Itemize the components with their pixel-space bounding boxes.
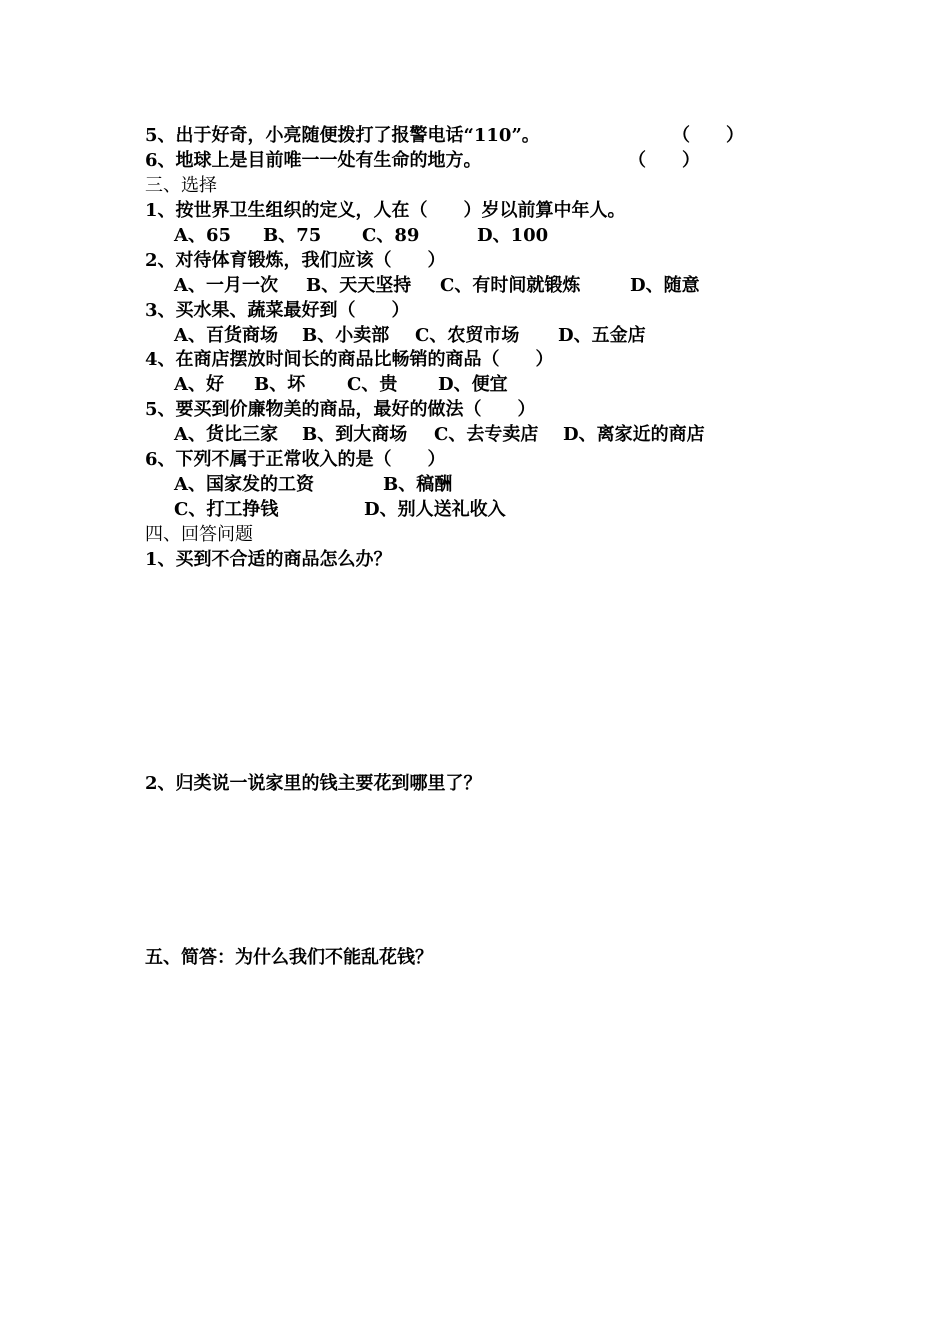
choice-q2-opt-d: D、随意 bbox=[630, 275, 700, 296]
choice-q6-opt-c: C、打工挣钱 bbox=[174, 499, 279, 520]
choice-q5-opt-b: B、到大商场 bbox=[302, 424, 408, 445]
choice-q1-opt-a: A、65 bbox=[174, 225, 232, 246]
choice-q3-opt-a: A、百货商场 bbox=[174, 325, 278, 346]
choice-q5-opt-d: D、离家近的商店 bbox=[563, 424, 705, 445]
choice-q4-opt-b: B、坏 bbox=[254, 374, 306, 395]
choice-q1-opt-c: C、89 bbox=[362, 225, 420, 246]
choice-q6-opt-a: A、国家发的工资 bbox=[174, 474, 314, 495]
choice-q3-opt-b: B、小卖部 bbox=[302, 325, 390, 346]
section-short-title: 五、简答：为什么我们不能乱花钱？ bbox=[145, 947, 433, 968]
choice-q4-opt-d: D、便宜 bbox=[438, 374, 508, 395]
judge-q6-paren: （ ） bbox=[628, 150, 700, 171]
judge-q6: 6、地球上是目前唯一一处有生命的地方。 bbox=[145, 150, 482, 171]
choice-q6-opt-d: D、别人送礼收入 bbox=[364, 499, 506, 520]
choice-q4: 4、在商店摆放时间长的商品比畅销的商品（ ） bbox=[145, 349, 554, 370]
choice-q5: 5、要买到价廉物美的商品，最好的做法（ ） bbox=[145, 399, 536, 420]
choice-q4-opt-c: C、贵 bbox=[347, 374, 398, 395]
section-choice-title: 三、选择 bbox=[145, 175, 217, 196]
choice-q1-opt-b: B、75 bbox=[263, 225, 322, 246]
choice-q2: 2、对待体育锻炼，我们应该（ ） bbox=[145, 250, 446, 271]
answer-q2: 2、归类说一说家里的钱主要花到哪里了？ bbox=[145, 773, 482, 794]
choice-q3-opt-c: C、农贸市场 bbox=[415, 325, 520, 346]
choice-q1: 1、按世界卫生组织的定义，人在（ ）岁以前算中年人。 bbox=[145, 200, 626, 221]
choice-q2-opt-b: B、天天坚持 bbox=[306, 275, 412, 296]
choice-q5-opt-c: C、去专卖店 bbox=[434, 424, 539, 445]
judge-q5: 5、出于好奇，小亮随便拨打了报警电话“110”。 bbox=[145, 125, 540, 146]
section-answer-title: 四、回答问题 bbox=[145, 524, 253, 545]
choice-q2-opt-c: C、有时间就锻炼 bbox=[440, 275, 581, 296]
judge-q5-paren: （ ） bbox=[672, 125, 744, 146]
answer-q1: 1、买到不合适的商品怎么办？ bbox=[145, 549, 392, 570]
choice-q4-opt-a: A、好 bbox=[174, 374, 224, 395]
choice-q3: 3、买水果、蔬菜最好到（ ） bbox=[145, 300, 410, 321]
choice-q3-opt-d: D、五金店 bbox=[558, 325, 646, 346]
choice-q1-opt-d: D、100 bbox=[477, 225, 549, 246]
choice-q2-opt-a: A、一月一次 bbox=[174, 275, 278, 296]
choice-q5-opt-a: A、货比三家 bbox=[174, 424, 278, 445]
choice-q6: 6、下列不属于正常收入的是（ ） bbox=[145, 449, 446, 470]
choice-q6-opt-b: B、稿酬 bbox=[383, 474, 453, 495]
